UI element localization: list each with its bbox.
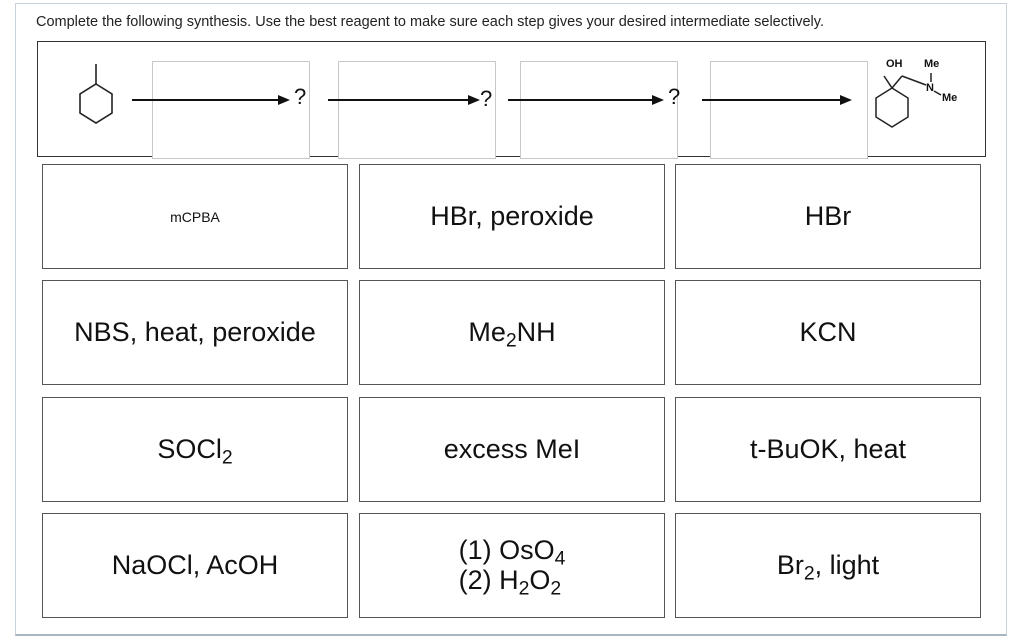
reaction-arrow-4 <box>702 92 852 108</box>
reagent-label: HBr, peroxide <box>430 200 594 231</box>
reagent-label: t-BuOK, heat <box>749 433 907 464</box>
reagent-card-socl2[interactable] <box>42 397 348 502</box>
product-label-n: N <box>926 82 934 94</box>
reagent-card-excess-mei[interactable] <box>359 397 665 502</box>
unknown-intermediate-3: ? <box>668 84 681 109</box>
reagent-card-oso4-h2o2[interactable] <box>359 513 665 618</box>
reagent-label: $Br_2$, light <box>776 549 880 585</box>
reagent-card-t-buok-heat[interactable] <box>675 397 981 502</box>
reagent-card-br2-light[interactable] <box>675 513 981 618</box>
product-label-me-right: Me <box>942 92 958 104</box>
reagent-label: excess MeI <box>443 433 581 464</box>
reagent-label: NaOCl, AcOH <box>111 549 279 580</box>
reagent-card-kcn[interactable] <box>675 280 981 385</box>
reagent-card-hbr-peroxide[interactable] <box>359 164 665 269</box>
drop-zone-step-1[interactable] <box>152 61 310 159</box>
product-label-oh: OH <box>886 58 903 70</box>
starting-material-methylcyclohexane <box>72 60 120 132</box>
reagent-label: NBS, heat, peroxide <box>74 316 316 347</box>
reagent-card-hbr[interactable] <box>675 164 981 269</box>
drop-zone-step-2[interactable] <box>338 61 496 159</box>
reaction-arrow-2 <box>328 92 480 108</box>
reagent-card-nbs-heat-peroxide[interactable] <box>42 280 348 385</box>
product-label-me-top: Me <box>924 58 940 70</box>
drop-zone-step-4[interactable] <box>710 61 868 159</box>
reaction-arrow-1 <box>132 92 290 108</box>
reagent-label: SOCl$_2$ <box>157 433 233 469</box>
reagent-label: KCN <box>799 316 857 347</box>
reagent-card-naocl-acoh[interactable] <box>42 513 348 618</box>
reaction-arrow-3 <box>508 92 664 108</box>
reagent-label: HBr <box>804 200 852 231</box>
reagent-label: (1) OsO$_4$ (2) $H_2O_2$ <box>458 534 566 599</box>
reagent-card-mcpba[interactable] <box>42 164 348 269</box>
reagent-label: $Me_2NH$ <box>468 316 556 352</box>
instruction-text: Complete the following synthesis. Use the best reagent to make sure each step gives your desired intermediate selectively. <box>36 14 824 30</box>
unknown-intermediate-2: ? <box>480 86 493 111</box>
unknown-intermediate-1: ? <box>294 84 307 109</box>
reagent-card-me2nh[interactable] <box>359 280 665 385</box>
drop-zone-step-3[interactable] <box>520 61 681 159</box>
reagent-label: mCPBA <box>170 208 220 225</box>
